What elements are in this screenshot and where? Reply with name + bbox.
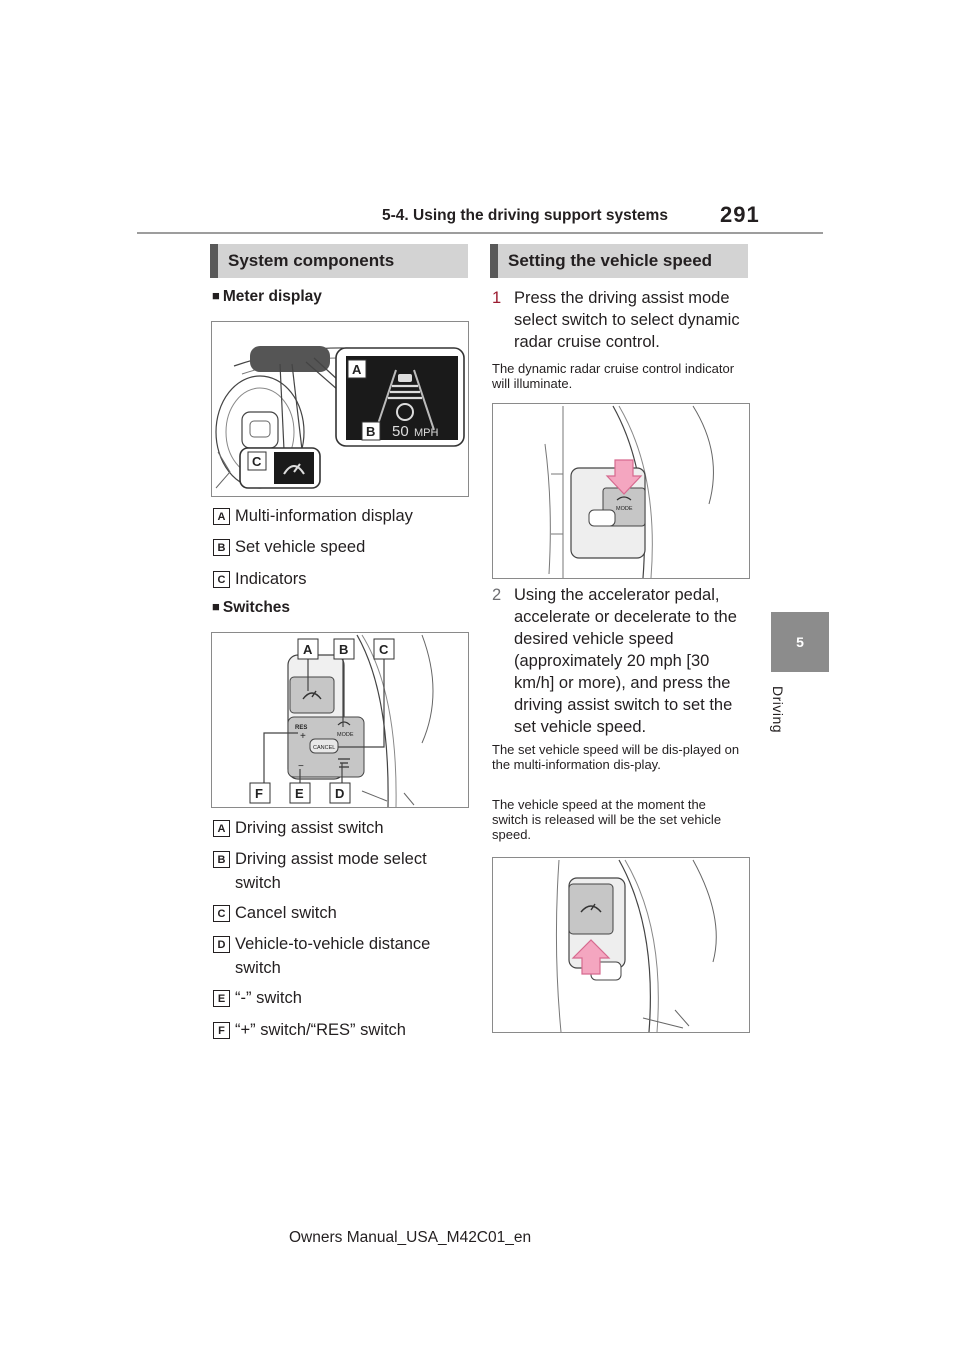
switches-illustration [212, 633, 468, 807]
step-1: 1 Press the driving assist mode select switch to select dynamic radar cruise control. [492, 289, 740, 351]
section-header-setting-speed: Setting the vehicle speed [490, 244, 748, 278]
switch-item-a: A Driving assist switch [213, 816, 455, 840]
subheading-meter-display: ■ Meter display [212, 288, 322, 305]
switch-item-d: D Vehicle-to-vehicle distance switch [213, 932, 455, 980]
mode-switch-figure [492, 403, 750, 579]
legend-item-b: B Set vehicle speed [213, 535, 455, 559]
subheading-switches: ■ Switches [212, 599, 291, 616]
callout-b: B [339, 642, 349, 657]
meter-display-illustration [212, 322, 468, 496]
switch-item-c: C Cancel switch [213, 901, 455, 925]
mode-label: MODE [337, 732, 354, 738]
driving-assist-switch-shape [290, 677, 334, 713]
callout-b: B [366, 424, 376, 439]
callout-c: C [252, 454, 262, 469]
cancel-label: CANCEL [313, 745, 336, 751]
switch-item-f: F “+” switch/“RES” switch [213, 1018, 455, 1042]
legend-item-a: A Multi-information display [213, 504, 455, 528]
set-speed-unit: MPH [414, 427, 439, 439]
callout-c: C [379, 642, 389, 657]
square-bullet-icon: ■ [212, 599, 220, 614]
chapter-tab[interactable]: 5 [771, 612, 829, 672]
cluster-display-shape [250, 346, 330, 372]
mode-switch-illustration [493, 404, 749, 578]
assist-switch-illustration [493, 858, 749, 1032]
mode-label: MODE [616, 506, 633, 512]
plus-glyph: + [300, 731, 306, 742]
section-header-system-components: System components [210, 244, 468, 278]
footer-doc-id: Owners Manual_USA_M42C01_en [289, 1229, 532, 1246]
step-2: 2 Using the accelerator pedal, accelerate or decelerate to the desired vehicle speed (approximately 20 mph [30 km/h] or more), and press the driving assist switch to set the set vehicle speed. [492, 586, 737, 736]
page-number: 291 [720, 202, 760, 227]
chapter-tab-label: Driving [770, 686, 786, 734]
switch-item-e: E “-” switch [213, 986, 455, 1010]
lead-vehicle-icon [398, 374, 412, 382]
indicator-screen [274, 452, 314, 484]
res-label: RES [295, 725, 308, 731]
callout-d: D [335, 786, 345, 801]
meter-display-figure [211, 321, 469, 497]
switch-item-b: B Driving assist mode select switch [213, 847, 455, 895]
note-display: The set vehicle speed will be dis-played on the multi-information dis-play. [492, 742, 740, 772]
legend-item-c: C Indicators [213, 567, 455, 591]
callout-e: E [295, 786, 304, 801]
note-indicator: The dynamic radar cruise control indicator will illuminate. [492, 361, 735, 391]
switches-figure [211, 632, 469, 808]
running-header: 5-4. Using the driving support systems [382, 207, 668, 224]
header-rule [137, 232, 823, 234]
callout-a: A [352, 362, 362, 377]
square-bullet-icon: ■ [212, 288, 220, 303]
set-speed-value: 50 [392, 423, 409, 440]
assist-switch-figure [492, 857, 750, 1033]
minus-glyph: − [298, 761, 304, 772]
note-release: The vehicle speed at the moment the switch is released will be the set vehicle speed. [492, 797, 722, 842]
callout-f: F [255, 786, 263, 801]
callout-a: A [303, 642, 313, 657]
